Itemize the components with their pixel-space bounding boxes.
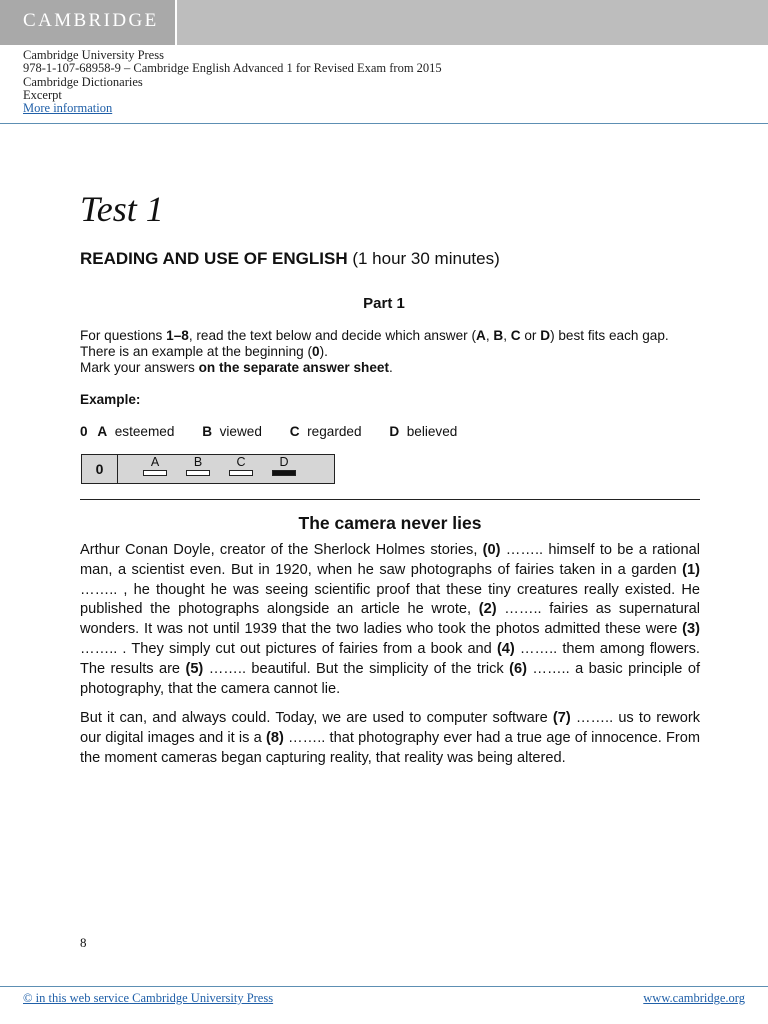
logo-text: CAMBRIDGE <box>23 10 159 31</box>
example-options <box>80 424 481 440</box>
answer-slot-d: D <box>271 455 297 483</box>
reading-paragraph-2 <box>80 709 700 768</box>
answer-box-number: 0 <box>82 455 118 483</box>
answer-slot-a: A <box>142 455 168 483</box>
section-name: READING AND USE OF ENGLISH <box>80 249 348 268</box>
option-d: D believed <box>389 424 458 439</box>
section-title <box>80 248 500 270</box>
cambridge-logo[interactable] <box>0 0 177 45</box>
text-run: …….. . They simply cut out pictures of fairies from a book and <box>80 640 497 657</box>
copyright-link[interactable]: © in this web service Cambridge University Press <box>23 991 274 1005</box>
section-duration: (1 hour 30 minutes) <box>347 249 500 268</box>
answer-mark-d <box>272 470 296 476</box>
text-run: Arthur Conan Doyle, creator of the Sherlock Holmes stories, <box>80 542 483 558</box>
gap-number: (3) <box>682 621 700 638</box>
text-run: …….. that photography ever had a true age of innocence. From the moment cameras began capturing reality, that reality was being altered. <box>80 729 701 766</box>
section-divider <box>80 499 700 500</box>
text-run: …….. , he thought he was seeing scientific proof that these tiny creatures really existed. He published the photographs alongside an article he wrote, <box>80 581 700 618</box>
publication-meta <box>23 49 442 115</box>
answer-mark-a <box>143 470 167 476</box>
header-banner <box>0 0 768 45</box>
meta-publisher: Cambridge University Press <box>23 48 164 62</box>
text-run: …….. fairies as supernatural wonders. It was not until 1939 that the two ladies who took the photos admitted these were <box>80 601 700 638</box>
text-run: …….. himself to be a rational man, a scientist even. But in 1920, when he saw photographs of fairies taken in a garden <box>80 542 701 578</box>
example-number: 0 <box>80 424 88 439</box>
cambridge-website-link[interactable]: www.cambridge.org <box>643 991 745 1005</box>
instruction-line-1: For questions 1–8, read the text below and decide which answer (A, B, C or D) best fits each gap. <box>80 328 669 343</box>
meta-imprint: Cambridge Dictionaries <box>23 74 143 89</box>
gap-number: (0) <box>482 542 501 558</box>
gap-number: (7) <box>552 710 571 726</box>
answer-mark-c <box>229 470 253 476</box>
footer-divider <box>0 986 768 987</box>
example-label: Example: <box>80 392 141 407</box>
example-answer-box <box>81 454 335 484</box>
meta-excerpt: Excerpt <box>23 87 62 102</box>
part-title: Part 1 <box>363 295 405 312</box>
instruction-line-2: There is an example at the beginning (0). <box>80 344 328 359</box>
gap-number: (8) <box>266 729 284 746</box>
answer-mark-b <box>186 470 210 476</box>
more-information-link[interactable]: More information <box>23 101 113 116</box>
gap-number: (1) <box>682 561 700 578</box>
reading-paragraph-1 <box>80 541 700 699</box>
instructions <box>80 328 705 376</box>
gap-number: (5) <box>185 660 204 677</box>
page-number: 8 <box>80 935 87 950</box>
text-run: …….. a basic principle of photography, that the camera cannot lie. <box>80 660 701 697</box>
reading-text-title: The camera never lies <box>298 513 482 533</box>
option-a: A esteemed <box>97 424 175 439</box>
answer-slot-c: C <box>228 455 254 483</box>
text-run: But it can, and always could. Today, we are used to computer software <box>80 710 553 726</box>
text-run: …….. them among flowers. The results are <box>80 640 700 677</box>
instruction-line-3: Mark your answers on the separate answer sheet. <box>80 360 393 375</box>
header-divider <box>0 123 768 124</box>
text-run: …….. us to rework our digital images and it is a <box>80 710 700 746</box>
option-b: B viewed <box>202 424 262 439</box>
text-run: …….. beautiful. But the simplicity of the trick <box>203 660 510 677</box>
gap-number: (4) <box>496 640 515 657</box>
meta-isbn-title: 978-1-107-68958-9 – Cambridge English Advanced 1 for Revised Exam from 2015 <box>23 61 442 76</box>
test-title: Test 1 <box>80 189 164 229</box>
answer-slot-b: B <box>185 455 211 483</box>
option-c: C regarded <box>289 424 362 439</box>
gap-number: (6) <box>509 660 527 677</box>
gap-number: (2) <box>478 601 497 618</box>
